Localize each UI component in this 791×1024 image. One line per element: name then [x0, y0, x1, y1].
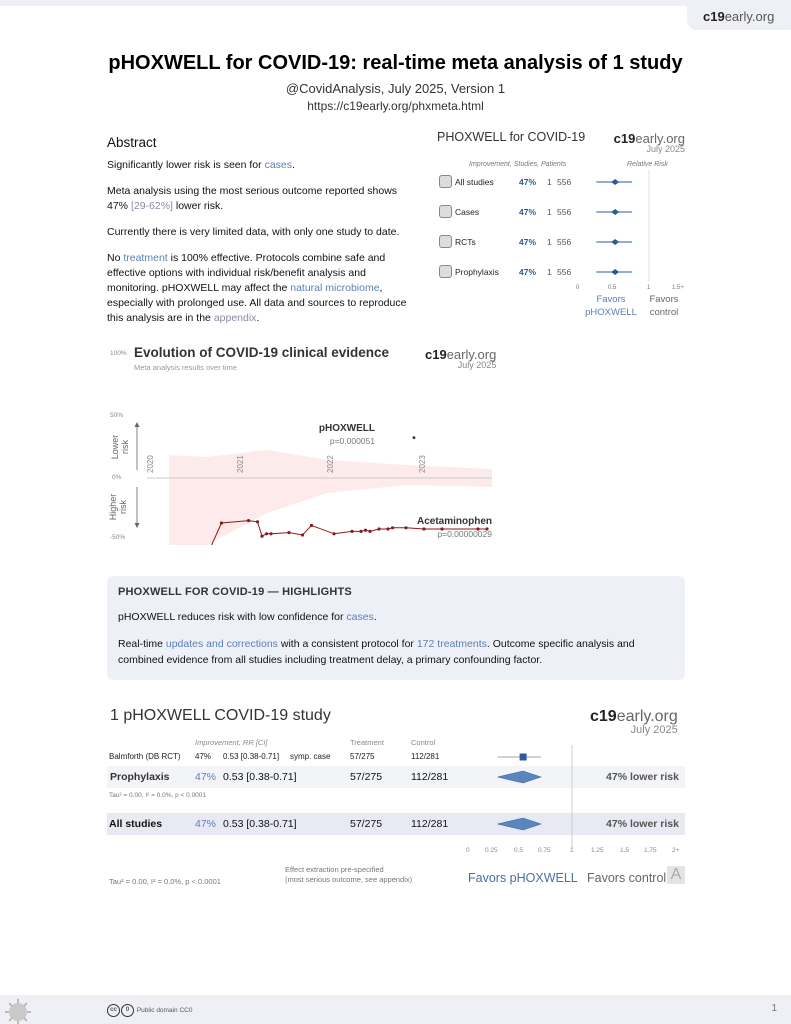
study-table-title: 1 pHOXWELL COVID-19 study — [110, 707, 331, 724]
axis-tick: 1 — [647, 285, 651, 291]
highlights-box — [107, 576, 685, 680]
effect-diamond — [611, 179, 619, 185]
acetaminophen-pvalue: p=0.00000029 — [437, 529, 492, 539]
acetaminophen-point — [265, 532, 268, 535]
y-tick-label: 50% — [110, 412, 124, 419]
treatments-link[interactable]: 172 treatments — [416, 638, 487, 650]
microbiome-link[interactable]: natural microbiome — [290, 282, 380, 294]
col-header-improvement: Improvement, RR [CI] — [195, 738, 268, 747]
evolution-subtitle: Meta analysis results over time — [134, 363, 237, 372]
axis-tick: 1.25 — [591, 847, 604, 854]
abstract-p4: No treatment is 100% effective. Protocols combine safe and effective options with individual risk/benefit analysis and monitoring. pHOXWELL may affect the natural microbiome, especially with prolonged use. All data and sources to reproduce this analysis are in the appendix. — [107, 252, 407, 324]
summary-brand: c19early.org July 2025 — [613, 131, 685, 154]
summary-row[interactable]: RCTs 47% 1 556 — [437, 234, 687, 250]
acetaminophen-point — [260, 535, 263, 538]
effect-diamond — [611, 239, 619, 245]
phoxwell-annotation: pHOXWELL — [318, 423, 375, 434]
axis-tick: 0.25 — [485, 847, 498, 854]
lower-risk-label: Lower risk — [110, 434, 130, 460]
page-title: pHOXWELL for COVID-19: real-time meta analysis of 1 study — [108, 52, 683, 74]
all-studies-row[interactable]: All studies 47% 0.53 [0.38-0.71] 57/275 112/281 47% lower risk — [107, 813, 685, 835]
evolution-chart: 100% Evolution of COVID-19 clinical evidence Meta analysis results over time c19early.org July 2025 50% 0% -50% Lower risk Higher risk 2020 2021 2022 2023 pHOXWELL p=0.000051 Acetaminophen p=0.00000029 — [107, 345, 497, 545]
summary-forest-plot: PHOXWELL for COVID-19 c19early.org July 2025 Improvement, Studies, Patients Relative Risk All studies 47% 1 556 Cases 47% 1 556 RCTs 47% 1 556 Prophylaxis 47% 1 556 0 0.5 1 1.5+ Favors pHOXWELL Favors control — [437, 130, 687, 325]
prophylaxis-heterogeneity: Tau² = 0.00, I² = 0.0%, p < 0.0001 — [109, 792, 207, 799]
acetaminophen-point — [256, 520, 259, 523]
favors-control-label: Favors control — [587, 871, 667, 885]
year-tick: 2021 — [236, 455, 245, 473]
axis-tick: 1.5 — [620, 847, 630, 854]
page-number: 1 — [771, 1003, 777, 1014]
cc-icon: cc — [107, 1004, 120, 1017]
acetaminophen-point — [247, 519, 250, 522]
brand-tab[interactable]: c19early.org — [687, 4, 791, 30]
highlights-line-2: Real-time updates and corrections with a consistent protocol for 172 treatments. Outcome specific analysis and combined evidence from all studies including treatment delay, a primary confounding factor. — [118, 638, 635, 666]
summary-row[interactable]: All studies 47% 1 556 — [437, 174, 687, 190]
abstract-p1: Significantly lower risk is seen for cases. — [107, 159, 295, 171]
phoxwell-pvalue: p=0.000051 — [329, 436, 375, 446]
handle-link[interactable]: @CovidAnalysis — [285, 81, 381, 96]
summary-row[interactable]: Cases 47% 1 556 — [437, 204, 687, 220]
acetaminophen-point — [301, 533, 304, 536]
effect-diamond — [611, 269, 619, 275]
top-bar — [0, 0, 791, 6]
abstract — [107, 135, 407, 337]
y-tick-label: -50% — [110, 534, 126, 541]
col-header-treatment: Treatment — [350, 738, 384, 747]
y-tick-label: 0% — [112, 474, 122, 481]
page-url[interactable]: https://c19early.org/phxmeta.html — [307, 99, 484, 113]
axis-tick: 0.5 — [608, 285, 617, 291]
highlights-heading: PHOXWELL FOR COVID-19 — HIGHLIGHTS — [118, 586, 352, 598]
highlights-line-1: pHOXWELL reduces risk with low confidence for cases. — [118, 611, 377, 623]
axis-tick: 0.5 — [514, 847, 524, 854]
summary-row[interactable]: Prophylaxis 47% 1 556 — [437, 264, 687, 280]
virus-logo-icon — [0, 994, 40, 1024]
grade-badge: A — [667, 866, 685, 884]
axis-tick: 0 — [466, 847, 470, 854]
acetaminophen-annotation: Acetaminophen — [416, 516, 492, 527]
abstract-p3: Currently there is very limited data, with only one study to date. — [107, 226, 400, 238]
extraction-note: Effect extraction pre-specified (most serious outcome, see appendix) — [285, 865, 413, 884]
axis-tick: 0.75 — [538, 847, 551, 854]
acetaminophen-point — [310, 524, 313, 527]
prophylaxis-row[interactable]: Prophylaxis 47% 0.53 [0.38-0.71] 57/275 112/281 47% lower risk — [107, 766, 685, 788]
year-tick: 2020 — [146, 455, 155, 473]
axis-tick: 2+ — [672, 847, 680, 854]
year-tick: 2023 — [418, 455, 427, 473]
abstract-p2: Meta analysis using the most serious outcome reported shows 47% [29-62%] lower risk. — [107, 185, 398, 212]
table-row[interactable]: Balmforth (DB RCT) 47% 0.53 [0.38-0.71] symp. case 57/275 112/281 — [109, 752, 440, 761]
abstract-heading: Abstract — [107, 135, 157, 150]
higher-risk-label: Higher risk — [108, 493, 128, 521]
year-tick: 2022 — [326, 455, 335, 473]
cases-link[interactable]: cases — [346, 611, 374, 623]
summary-title: PHOXWELL for COVID-19 — [437, 130, 586, 144]
acetaminophen-point — [220, 521, 223, 524]
phoxwell-point — [413, 436, 416, 439]
evolution-title: Evolution of COVID-19 clinical evidence — [134, 345, 390, 360]
page-subtitle: @CovidAnalysis, July 2025, Version 1 — [285, 81, 506, 96]
acetaminophen-point — [359, 530, 362, 533]
acetaminophen-point — [350, 530, 353, 533]
higher-arrowhead — [135, 523, 140, 528]
effect-diamond — [611, 209, 619, 215]
axis-tick: 1 — [570, 847, 574, 854]
cases-link[interactable]: cases — [264, 159, 292, 171]
favors-control-label: Favors control — [649, 294, 679, 318]
col-header-control: Control — [411, 738, 436, 747]
favors-treatment-label: Favors pHOXWELL — [585, 294, 637, 318]
all-heterogeneity: Tau² = 0.00, I² = 0.0%, p < 0.0001 — [109, 877, 221, 886]
treatment-link[interactable]: treatment — [123, 252, 168, 264]
evolution-brand: c19early.org July 2025 — [425, 347, 497, 370]
zero-icon: 0 — [121, 1004, 134, 1017]
axis-tick: 0 — [576, 285, 580, 291]
favors-treatment-label: Favors pHOXWELL — [468, 871, 578, 885]
acetaminophen-point — [269, 532, 272, 535]
lower-arrowhead — [135, 422, 140, 427]
study-table-brand: c19early.org July 2025 — [590, 708, 678, 736]
axis-tick: 1.5+ — [672, 285, 684, 291]
acetaminophen-point — [287, 531, 290, 534]
acetaminophen-point — [332, 532, 335, 535]
appendix-link[interactable]: appendix — [213, 312, 257, 324]
updates-link[interactable]: updates and corrections — [165, 638, 278, 650]
axis-tick: 1.75 — [644, 847, 657, 854]
license[interactable]: cc 0 Public domain CC0 — [107, 1004, 192, 1017]
